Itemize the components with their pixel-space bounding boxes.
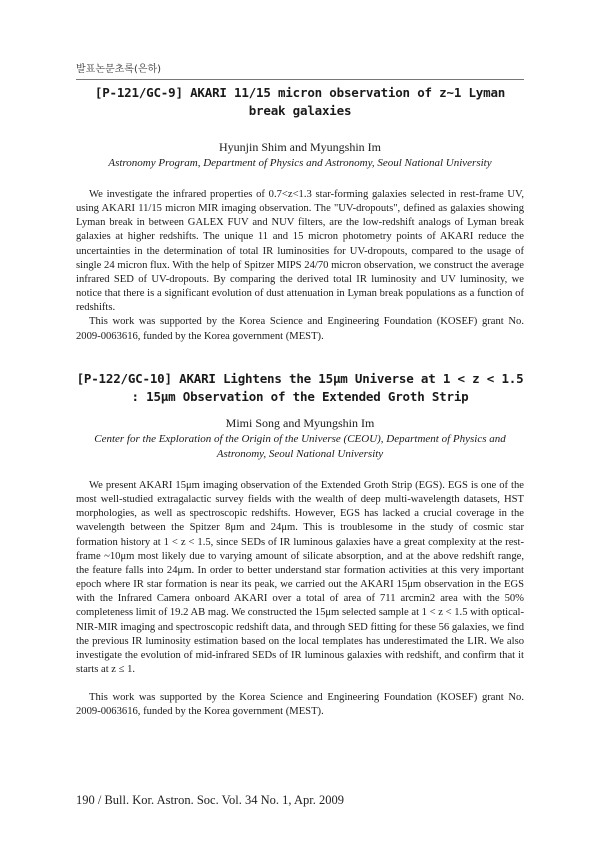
abstract-p122 xyxy=(76,370,524,720)
abstract-paragraph: We present AKARI 15μm imaging observation of the Extended Groth Strip (EGS). EGS is one of the most well-studied extragalactic survey fields with the wealth of deep multi-wavelength datasets, HST morphologies, as well as spectroscopic redshifts. However, EGS has lacked a crucial coverage in the wavelength between the Spitzer 8μm and 24μm. This is troublesome in the study of cosmic star formation history at 1 < z < 1.5, since SEDs of IR luminous galaxies have a great complexity at the rest-frame ~10μm most likely due to varying amount of silicate absorption, and at the above redshift range, the feature falls into 24μm. In order to better understand star formation activities at this very important epoch where IR star formation is near its peak, we carried out the AKARI 15μm observation in the EGS with the Infrared Camera onboard AKARI over a total of area of 711 arcmin2 area with the 50% completeness limit of 19.2 AB mag. We constructed the 15μm selected sample at 1 < z < 1.5 with optical-NIR-MIR imaging and spectroscopic redshift data, and through SED fitting for these 56 galaxies, we find the previous IR luminosity estimation based on the local templates has underestimated the LIR. We also investigate the evolution of mid-infrared SEDs of IR luminous galaxies with redshift, and confirm that it starts at z ≤ 1. xyxy=(76,480,524,676)
header-rule xyxy=(76,79,524,80)
affiliation: Center for the Exploration of the Origin of the Universe (CEOU), Department of Physics and Astronomy, Seoul National University xyxy=(94,433,506,460)
page-footer: 190 / Bull. Kor. Astron. Soc. Vol. 34 No. 1, Apr. 2009 xyxy=(76,793,344,807)
title-line-2: : 15μm Observation of the Extended Groth Strip xyxy=(131,389,469,404)
acknowledgment: This work was supported by the Korea Science and Engineering Foundation (KOSEF) grant No. 2009-0063616, funded by the Korea government (MEST). xyxy=(76,692,524,718)
authors: Mimi Song and Myungshin Im xyxy=(225,416,375,430)
acknowledgment: This work was supported by the Korea Science and Engineering Foundation (KOSEF) grant No. 2009-0063616, funded by the Korea government (MEST). xyxy=(76,316,524,342)
abstract-body xyxy=(76,479,524,720)
authors: Hyunjin Shim and Myungshin Im xyxy=(218,140,381,154)
abstract-body xyxy=(76,188,524,344)
abstract-title: [P-121/GC-9] AKARI 11/15 micron observation of z~1 Lyman break galaxies xyxy=(94,85,506,118)
abstract-paragraph: We investigate the infrared properties of 0.7<z<1.3 star-forming galaxies selected in rest-frame UV, using AKARI 11/15 micron MIR imaging observation. The "UV-dropouts", defined as galaxies showing Lyman break in between GALEX FUV and NUV filters, are the low-redshift analogs of Lyman break galaxies at higher redshifts. The unique 11 and 15 micron photometry points of AKARI reduce the uncertainties in the determination of total IR luminosities for UV-dropouts, compared to the usage of single 24 micron flux. With the help of Spitzer MIPS 24/70 micron observation, we construct the average infrared SED of UV-dropouts. By comparing the derived total IR luminosity and UV luminosity, we notice that there is a significant evolution of dust attenuation in Lyman break populations as a function of redshifts. xyxy=(76,189,524,314)
title-line-1: [P-122/GC-10] AKARI Lightens the 15μm Universe at 1 < z < 1.5 xyxy=(76,371,524,386)
abstract-p121 xyxy=(76,84,524,344)
running-head: 발표논문초록(은하) xyxy=(76,64,162,75)
affiliation: Astronomy Program, Department of Physics and Astronomy, Seoul National University xyxy=(108,157,492,169)
abstract-title xyxy=(76,370,524,406)
